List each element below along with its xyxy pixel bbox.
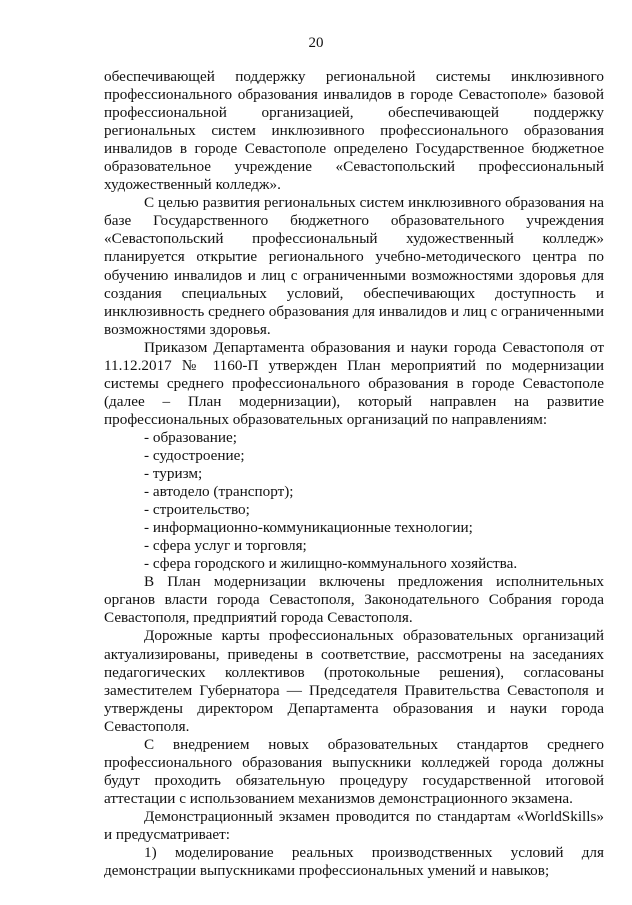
paragraph: Дорожные карты профессиональных образовательных организаций актуализированы, приведены в соответствие, рассмотрены на заседаниях педагогических коллективов (протокольные решения), согласованы заместителем Губернатора — Председателя Правительства Севастополя и утверждены директором Департамента образования и науки города Севастополя. — [104, 627, 604, 735]
paragraph: С внедрением новых образовательных стандартов среднего профессионального образования выпускники колледжей города должны будут проходить обязательную процедуру государственной итоговой аттестации с использованием механизмов демонстрационного экзамена. — [104, 735, 604, 807]
numbered-item: 1) моделирование реальных производственных условий для демонстрации выпускниками профессиональных умений и навыков; — [104, 844, 604, 880]
paragraph: С целью развития региональных систем инклюзивного образования на базе Государственного бюджетного образовательного учреждения «Севастопольский профессиональный художественный колледж» планируется открытие регионального учебно-методического центра по обучению инвалидов и лиц с ограниченными возможностями здоровья для создания специальных условий, обеспечивающих доступность и инклюзивность среднего образования для инвалидов и лиц с ограниченными возможностями здоровья. — [104, 194, 604, 338]
list-item: - информационно-коммуникационные технологии; — [144, 519, 473, 537]
list-item: - судостроение; — [144, 446, 245, 464]
directions-list — [104, 429, 604, 573]
list-item: - сфера услуг и торговля; — [144, 537, 307, 555]
list-item: - автодело (транспорт); — [144, 483, 294, 501]
paragraph: обеспечивающей поддержку региональной системы инклюзивного профессионального образования инвалидов в городе Севастополе» базовой профессиональной организацией, обеспечивающей поддержку региональных систем инклюзивного профессионального образования инвалидов в городе Севастополе определено Государственное бюджетное образовательное учреждение «Севастопольский профессиональный художественный колледж». — [104, 68, 604, 194]
paragraph: В План модернизации включены предложения исполнительных органов власти города Севастополя, Законодательного Собрания города Севастополя, предприятий города Севастополя. — [104, 573, 604, 627]
list-item: - образование; — [144, 428, 237, 446]
paragraph: Приказом Департамента образования и науки города Севастополя от 11.12.2017 № 1160-П утвержден План мероприятий по модернизации системы среднего профессионального образования в городе Севастополе (далее – План модернизации), который направлен на развитие профессиональных образовательных организаций по направлениям: — [104, 338, 604, 428]
list-item: - сфера городского и жилищно-коммунального хозяйства. — [144, 555, 518, 573]
document-body — [104, 68, 604, 880]
paragraph: Демонстрационный экзамен проводится по стандартам «WorldSkills» и предусматривает: — [104, 807, 604, 843]
list-item: - строительство; — [144, 501, 250, 519]
page-number: 20 — [308, 35, 324, 51]
list-item: - туризм; — [144, 465, 203, 483]
